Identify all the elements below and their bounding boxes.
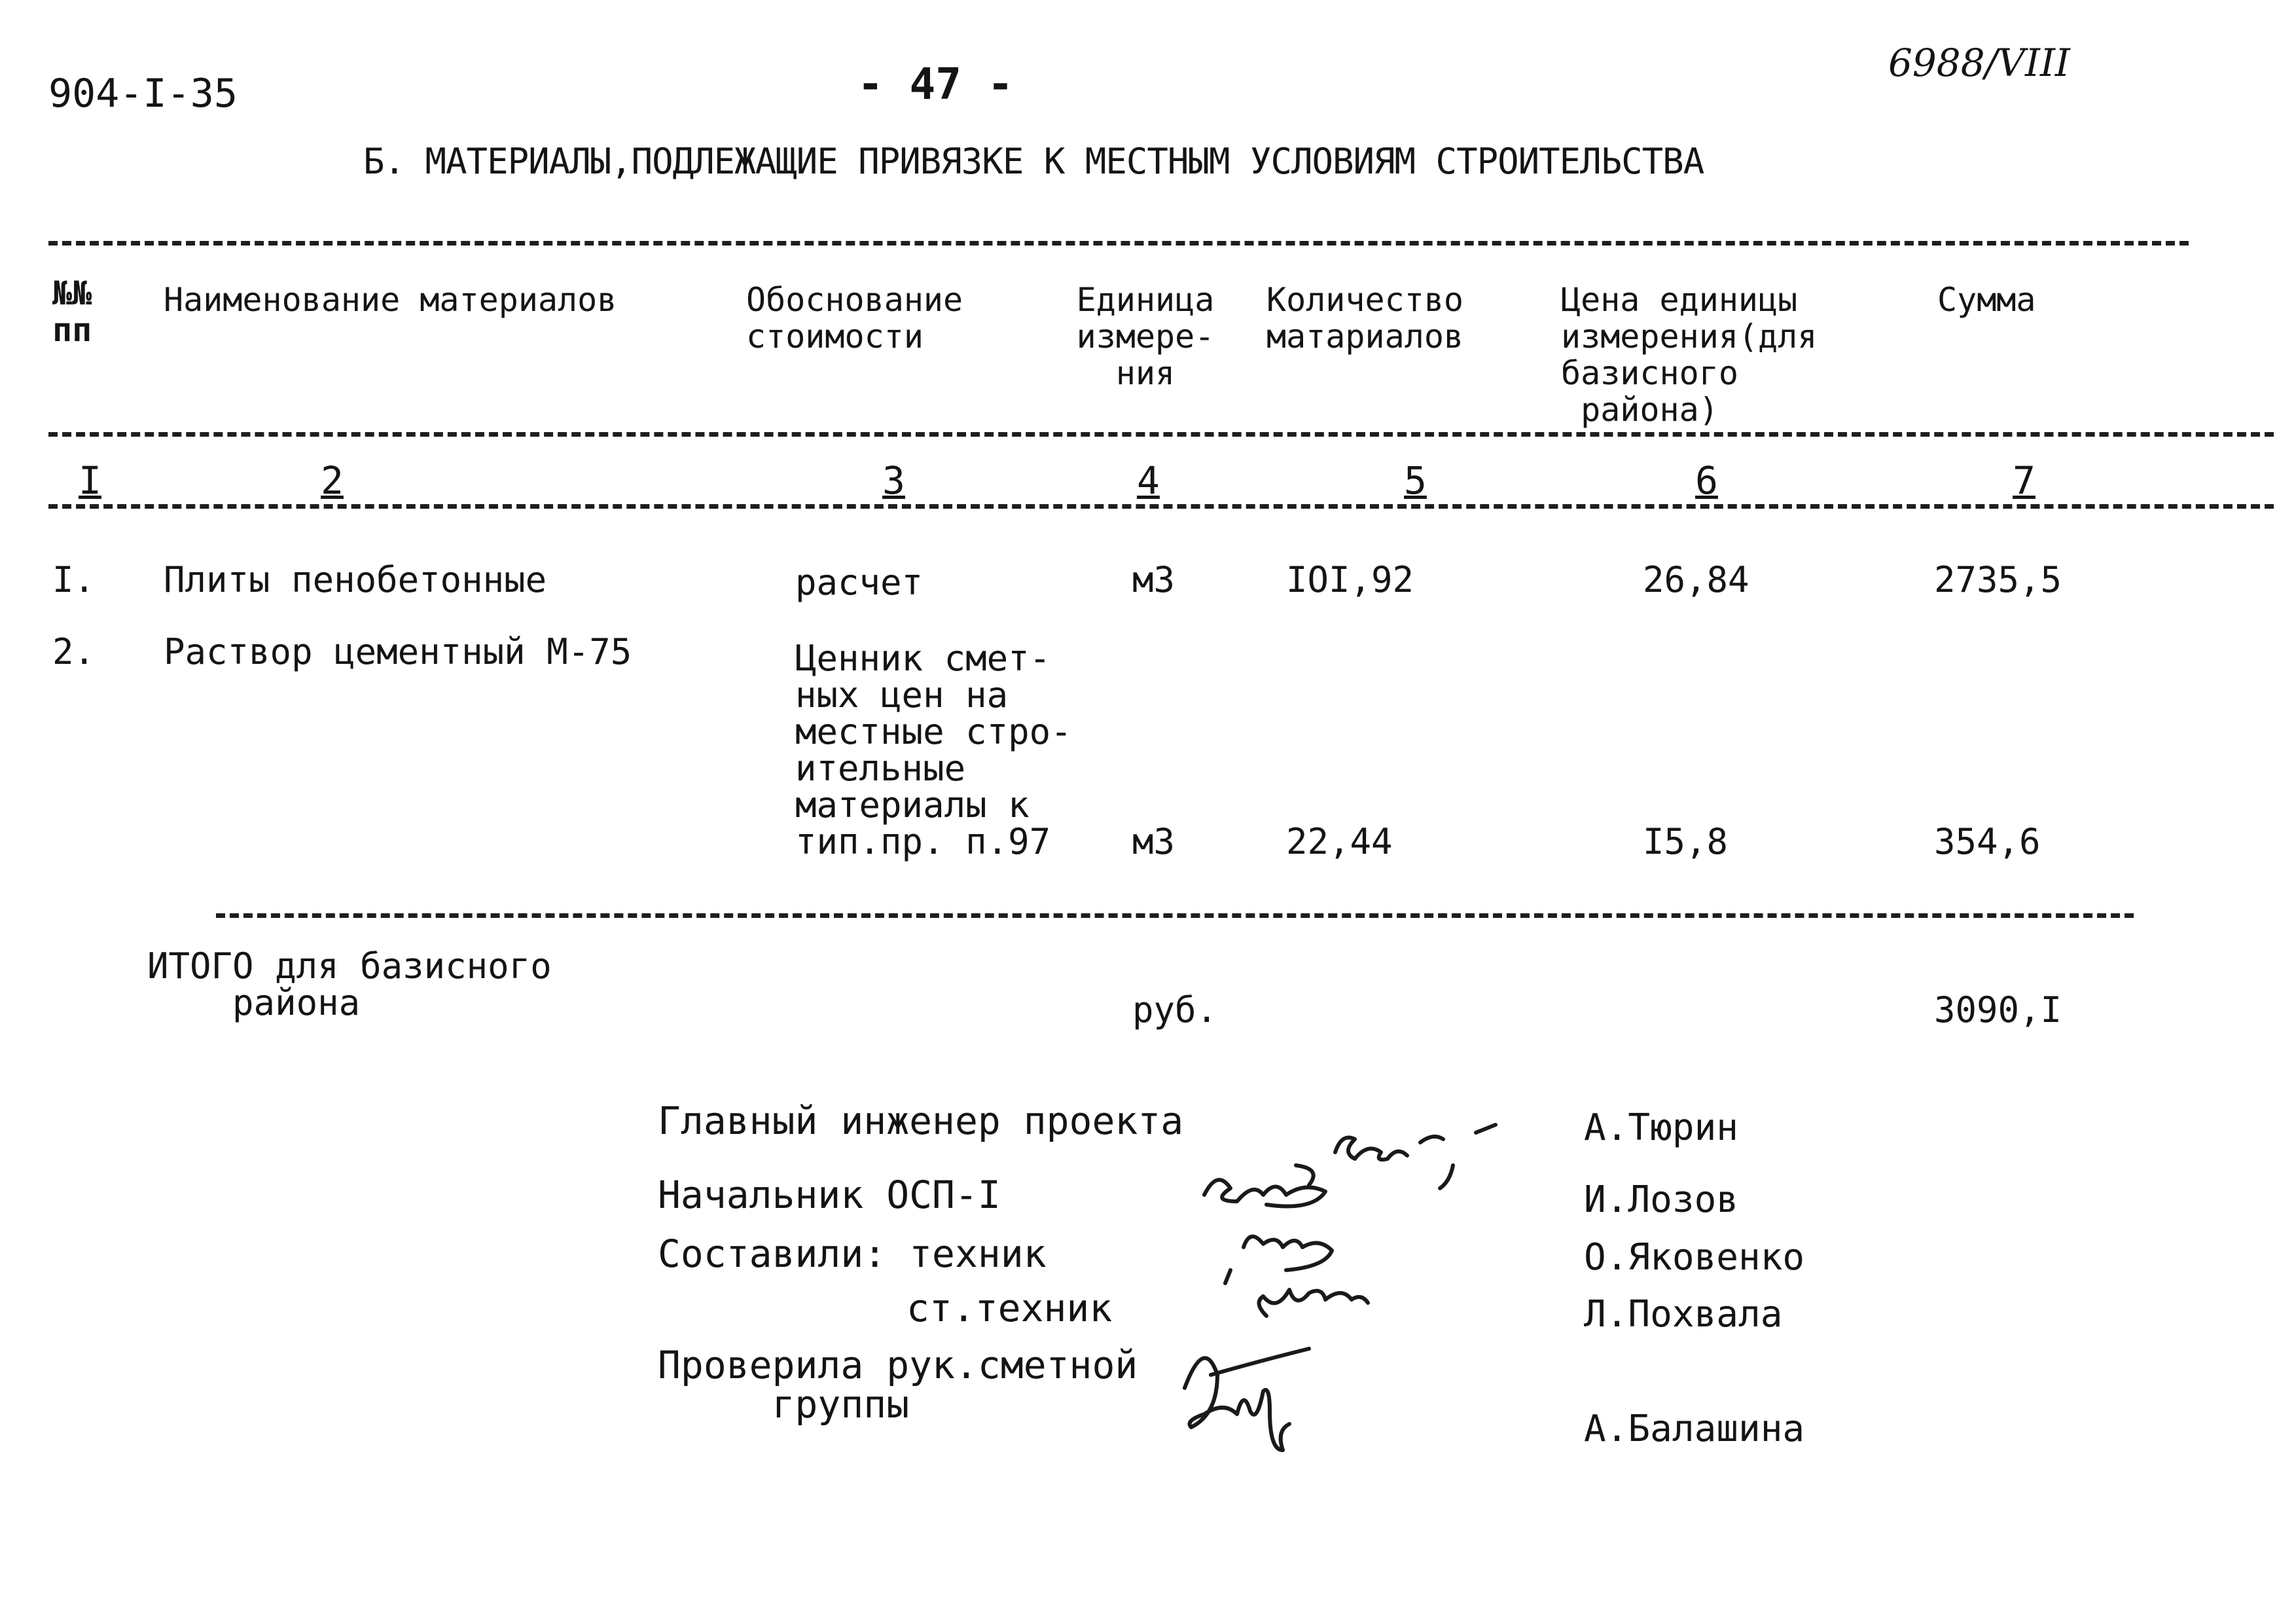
column-number-7: 7 [2013, 458, 2036, 503]
column-header-sum: Сумма [1937, 281, 2036, 319]
document-code: 904-I-35 [48, 71, 238, 117]
total-rule [216, 913, 2134, 918]
column-number-5: 5 [1404, 458, 1427, 503]
quantity: 22,44 [1286, 821, 1393, 862]
signature-title-head-osp: Начальник ОСП-I [658, 1173, 1001, 1217]
table-top-rule [48, 241, 2189, 246]
column-number-6: 6 [1695, 458, 1718, 503]
unit: м3 [1132, 821, 1175, 862]
signature-stroke-1 [1335, 1125, 1496, 1159]
column-header-unit-price: Цена единицы измерения(для базисного районa) [1561, 281, 1818, 429]
column-number-rule [48, 504, 2274, 509]
column-number-1: I [79, 458, 101, 503]
signature-stroke-2 [1204, 1165, 1453, 1207]
total-unit: руб. [1132, 989, 1218, 1030]
section-title: Б. МАТЕРИАЛЫ,ПОДЛЕЖАЩИЕ ПРИВЯЗКЕ К МЕСТНЫМ УСЛОВИЯМ СТРОИТЕЛЬСТВА [363, 141, 1704, 182]
total-label: ИТОГО для базисного района [147, 945, 552, 1023]
signature-title-compiled-technician: Составили: техник [658, 1231, 1047, 1276]
total-sum: 3090,I [1934, 989, 2062, 1030]
unit: м3 [1132, 559, 1175, 600]
archive-number: 6988/VIII [1888, 41, 2070, 85]
signature-title-checked-by: Проверила рук.сметной группы [658, 1343, 1138, 1427]
signatory-yakovenko: О.Яковенко [1584, 1236, 1805, 1279]
signature-title-senior-technician: ст.техник [906, 1286, 1113, 1330]
column-header-number: №№ пп [52, 274, 92, 349]
signature-stroke-5 [1185, 1349, 1309, 1450]
row-number: I. [52, 559, 96, 600]
handwritten-signatures [1145, 1080, 1538, 1539]
sum: 354,6 [1934, 821, 2041, 862]
column-header-cost-basis: Обоснование стоимости [746, 281, 963, 356]
signature-stroke-3 [1225, 1237, 1332, 1283]
material-name: Плиты пенобетонные [164, 559, 547, 600]
column-number-2: 2 [321, 458, 344, 503]
cost-basis: Ценник смет- ных цен на местные стро- ительные материалы к тип.пр. п.97 [795, 638, 1072, 862]
signatory-lozov: И.Лозов [1584, 1178, 1739, 1221]
page-number: - 47 - [857, 59, 1014, 109]
column-header-quantity: Количество матариалов [1266, 281, 1464, 356]
sum: 2735,5 [1934, 559, 2062, 600]
material-name: Раствор цементный М-75 [164, 631, 632, 672]
signatory-balashina: А.Балашина [1584, 1408, 1805, 1450]
row-number: 2. [52, 631, 96, 672]
signature-title-chief-engineer: Главный инженер проекта [658, 1099, 1184, 1143]
cost-basis: расчет [795, 562, 924, 603]
column-number-4: 4 [1137, 458, 1160, 503]
column-header-unit: Единица измере- ния [1076, 281, 1215, 392]
signatory-turin: А.Тюрин [1584, 1106, 1739, 1149]
signature-stroke-4 [1259, 1290, 1368, 1316]
signatory-pokhvala: Л.Похвала [1584, 1293, 1783, 1336]
column-number-3: 3 [882, 458, 905, 503]
unit-price: 26,84 [1643, 559, 1749, 600]
quantity: IOI,92 [1286, 559, 1414, 600]
unit-price: I5,8 [1643, 821, 1729, 862]
header-bottom-rule [48, 432, 2274, 437]
column-header-material-name: Наименование материалов [164, 281, 617, 319]
